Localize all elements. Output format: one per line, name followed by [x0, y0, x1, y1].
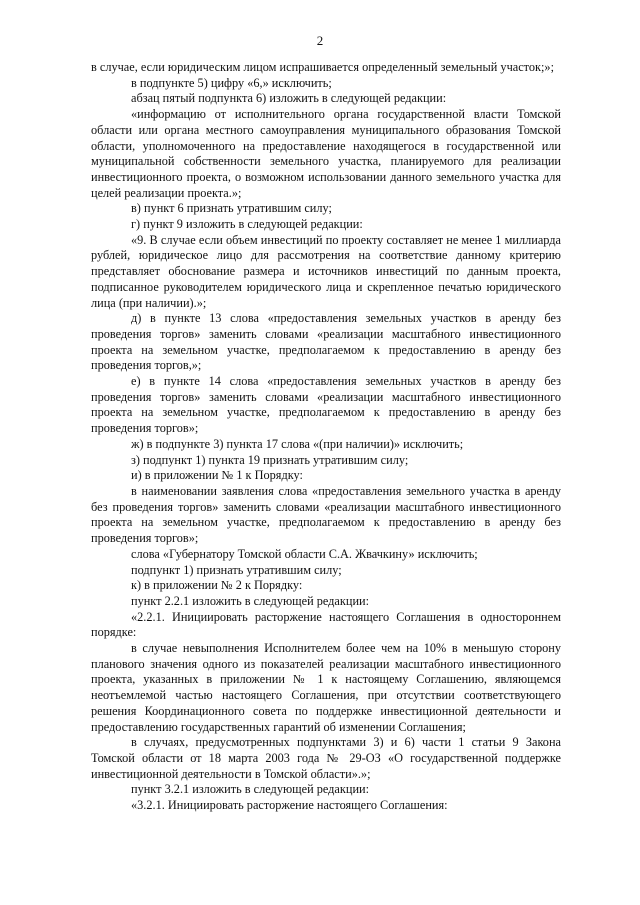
body-paragraph: в случаях, предусмотренных подпунктами 3) и 6) части 1 статьи 9 Закона Томской области от 18 марта 2003 года № 29-ОЗ «О государственной поддержке инвестиционной деятельности в Томской области».»; [91, 735, 561, 781]
body-paragraph: «2.2.1. Инициировать расторжение настоящего Соглашения в одностороннем порядке: [91, 609, 561, 640]
body-paragraph: пункт 3.2.1 изложить в следующей редакции: [131, 782, 370, 797]
body-paragraph: слова «Губернатору Томской области С.А. Жвачкину» исключить; [131, 546, 478, 561]
page-number: 2 [316, 33, 324, 48]
body-paragraph: и) в приложении № 1 к Порядку: [131, 468, 303, 483]
body-paragraph: «информацию от исполнительного органа государственной власти Томской области или органа местного самоуправления муниципального образования Томской области, уполномоченного на предоставление находящегося в государственной или муниципальной собственности земельного участка, планируемого для реализации инвестиционного проекта, о возможном использовании данного земельного участка для целей реализации проекта.»; [91, 107, 561, 200]
body-paragraph: д) в пункте 13 слова «предоставления земельных участков в аренду без проведения торгов» заменить словами «реализации масштабного инвестиционного проекта на земельном участке, предполагаемом к предоставлению в аренду без проведения торгов,»; [91, 311, 561, 373]
body-paragraph: подпункт 1) признать утратившим силу; [131, 562, 342, 577]
body-paragraph: в) пункт 6 признать утратившим силу; [131, 201, 332, 216]
body-paragraph: пункт 2.2.1 изложить в следующей редакции: [131, 593, 370, 608]
body-paragraph: г) пункт 9 изложить в следующей редакции: [131, 217, 363, 232]
body-paragraph: в наименовании заявления слова «предоставления земельного участка в аренду без проведения торгов» заменить словами «реализации масштабного инвестиционного проекта на земельном участке, предполагаемом к предоставлению в аренду без проведения торгов»; [91, 483, 561, 546]
body-paragraph: в подпункте 5) цифру «6,» исключить; [131, 75, 332, 90]
body-paragraph: з) подпункт 1) пункта 19 признать утратившим силу; [131, 452, 409, 467]
body-paragraph: «9. В случае если объем инвестиций по проекту составляет не менее 1 миллиарда рублей, юридическое лицо для рассмотрения на соответствие данному критерию представляет обоснование размера и источников инвестиций по данным проекта, подписанное руководителем юридического лица и скрепленное печатью юридического лица (при наличии).»; [91, 232, 561, 310]
body-paragraph: ж) в подпункте 3) пункта 17 слова «(при наличии)» исключить; [131, 436, 464, 451]
body-paragraph: в случае, если юридическим лицом испрашивается определенный земельный участок;»; [91, 60, 554, 74]
body-paragraph: абзац пятый подпункта 6) изложить в следующей редакции: [131, 91, 447, 106]
body-paragraph: к) в приложении № 2 к Порядку: [131, 578, 303, 593]
body-paragraph: в случае невыполнения Исполнителем более чем на 10% в меньшую сторону планового значения одного из показателей реализации масштабного инвестиционного проекта, указанных в приложении № 1 к настоящему Соглашению, являющемся неотъемлемой частью настоящего Соглашения, при отсутствии соответствующего решения Координационного совета по поддержке инвестиционной деятельности и предоставлению государственных гарантий об изменении Соглашения; [91, 641, 561, 734]
body-paragraph: «3.2.1. Инициировать расторжение настоящего Соглашения: [131, 798, 448, 813]
document-body [91, 60, 561, 814]
body-paragraph: е) в пункте 14 слова «предоставления земельных участков в аренду без проведения торгов» заменить словами «реализации масштабного инвестиционного проекта на земельном участке, предполагаемом к предоставлению в аренду без проведения торгов»; [91, 374, 561, 436]
